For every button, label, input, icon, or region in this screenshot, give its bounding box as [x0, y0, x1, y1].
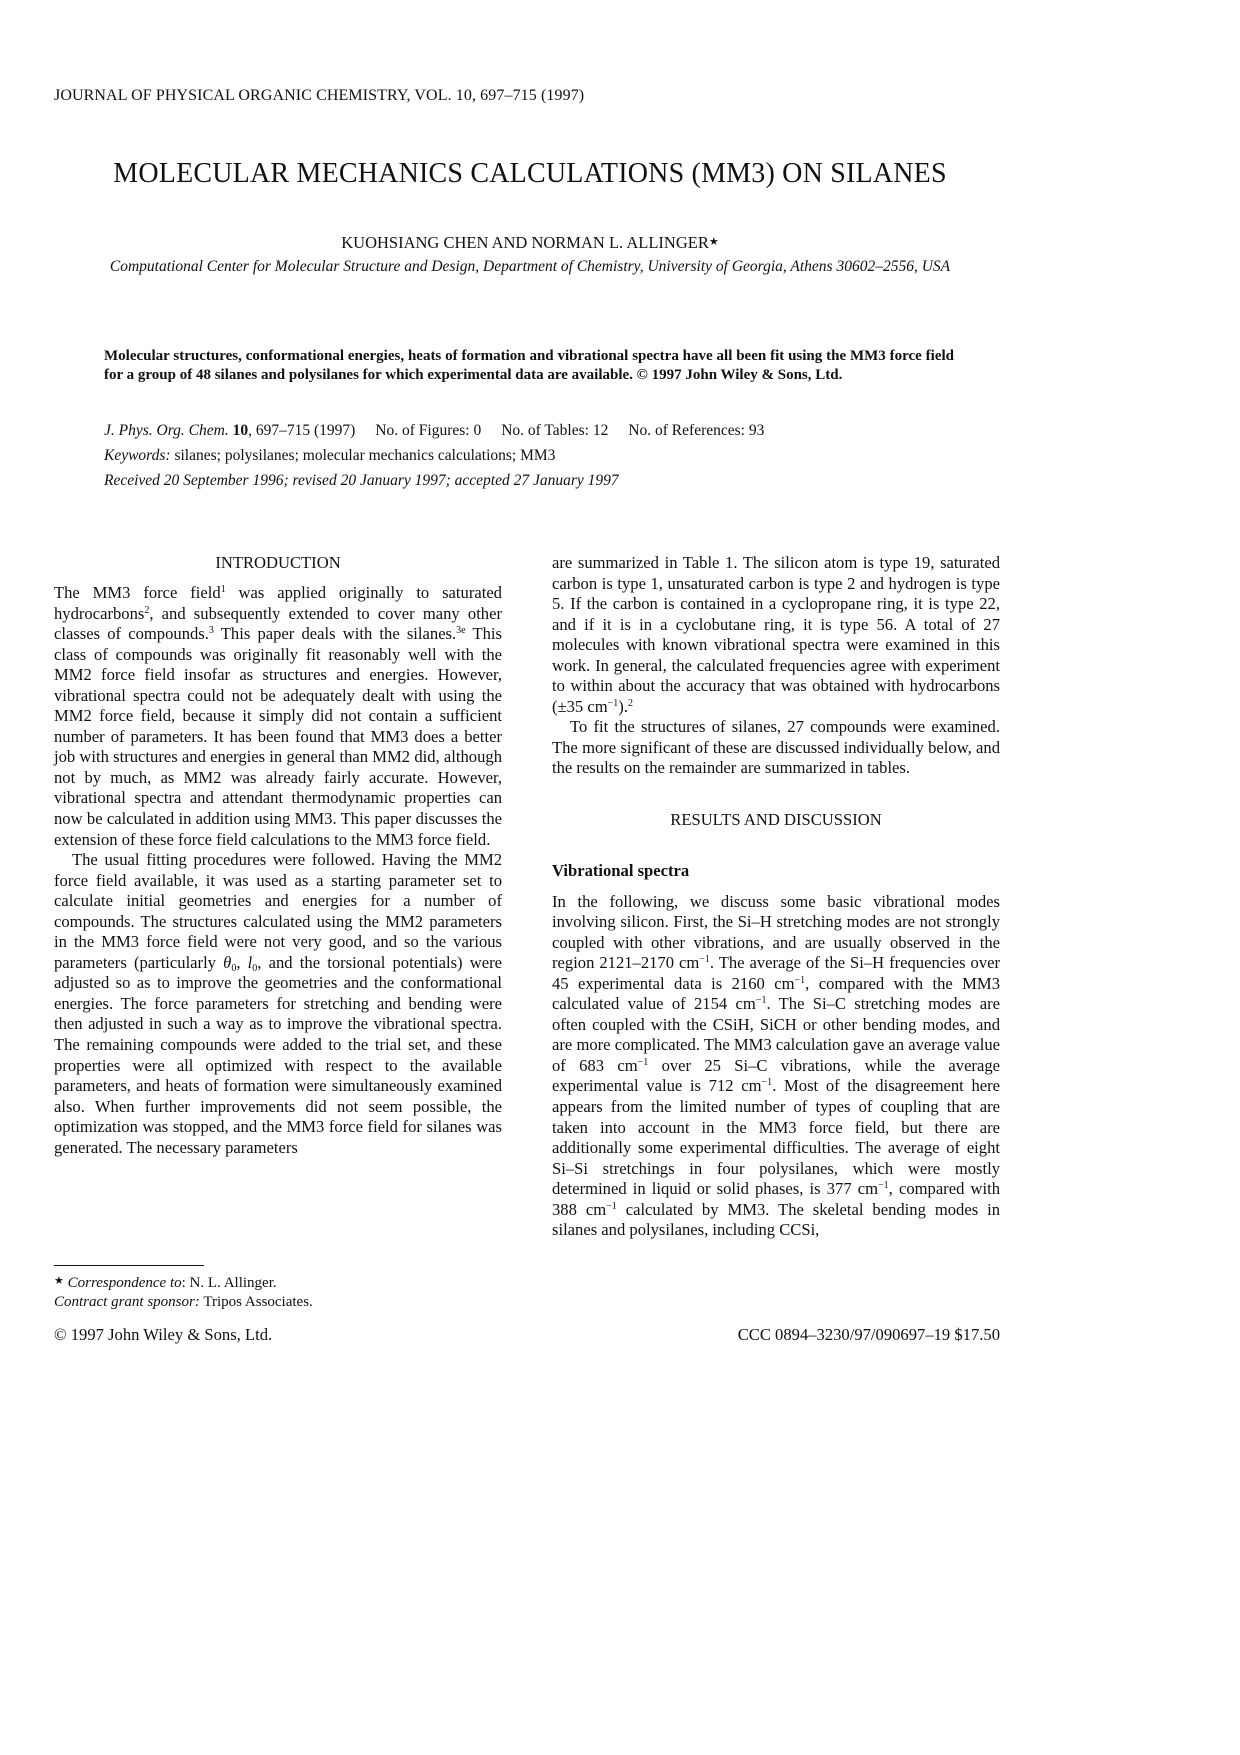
keywords-line	[104, 447, 555, 465]
star-icon: ★	[708, 236, 719, 248]
keywords-label: Keywords:	[104, 447, 171, 464]
footnotes	[54, 1272, 313, 1312]
results-heading: RESULTS AND DISCUSSION	[670, 810, 882, 830]
right-column	[552, 553, 1000, 1241]
ccc-code: CCC 0894–3230/97/090697–19 $17.50	[737, 1325, 1000, 1344]
correspondence-label: Correspondence to	[67, 1275, 182, 1291]
correspondence-footnote	[54, 1272, 313, 1293]
article-title: MOLECULAR MECHANICS CALCULATIONS (MM3) ON SILANES	[113, 158, 947, 189]
citation-line	[104, 422, 764, 440]
figures-count: No. of Figures: 0	[375, 422, 482, 439]
correspondence-text: : N. L. Allinger.	[181, 1275, 277, 1291]
body-paragraph-3: are summarized in Table 1. The silicon atom is type 19, saturated carbon is type 1, unsaturated carbon is type 2 and hydrogen is type 5. If the carbon is contained in a cyclopropane ring, it is type 22, and if it is in a cyclobutane ring, it is type 56. A total of 27 molecules with known vibrational spectra were examined in this work. In general, the calculated frequencies agree with experiment to within about the accuracy that was obtained with hydrocarbons (±35 $cm^{-1}).^2$	[552, 553, 1000, 716]
journal-header: JOURNAL OF PHYSICAL ORGANIC CHEMISTRY, VOL. 10, 697–715 (1997)	[54, 87, 585, 104]
tables-count: No. of Tables: 12	[501, 422, 609, 439]
copyright-footer: © 1997 John Wiley & Sons, Ltd.	[54, 1325, 273, 1344]
grant-footnote	[54, 1293, 313, 1312]
intro-heading: INTRODUCTION	[215, 553, 341, 572]
keywords-text: silanes; polysilanes; molecular mechanics calculations; MM3	[170, 447, 556, 464]
citation-journal: J. Phys. Org. Chem.	[104, 422, 229, 439]
intro-paragraph-1: The MM3 force field$^1$ was applied originally to saturated hydrocarbons$^2$, and subsequently extended to cover many other classes of compounds.$^3$ This paper deals with the silanes.$^{3e}$ This class of compounds was originally fit reasonably well with the MM2 force field insofar as structures and energies. However, vibrational spectra could not be adequately dealt with using the MM2 force field, because it simply did not contain a sufficient number of parameters. It has been found that MM3 does a better job with structures and energies in general than MM2 did, although not by much, as MM2 was already fairly accurate. However, vibrational spectra and attendant thermodynamic properties can now be calculated in addition using MM3. This paper discusses the extension of these force field calculations to the MM3 force field.	[54, 583, 502, 849]
citation-volume: 10	[232, 422, 249, 439]
grant-label: Contract grant sponsor:	[54, 1294, 200, 1310]
footnote-rule	[54, 1265, 204, 1266]
article-affiliation: Computational Center for Molecular Structure and Design, Department of Chemistry, University of Georgia, Athens 30602–2556, USA	[109, 258, 951, 275]
body-paragraph-4: To fit the structures of silanes, 27 compounds were examined. The more significant of these are discussed individually below, and the results on the remainder are summarized in tables.	[552, 717, 1000, 778]
vibrational-paragraph: In the following, we discuss some basic vibrational modes involving silicon. First, the Si–H stretching modes are not strongly coupled with other vibrations, and are usually observed in the region 2121–2170 $cm^{-1}$. The average of the Si–H frequencies over 45 experimental data is 2160 $cm^{-1}$, compared with the MM3 calculated value of 2154 $cm^{-1}$. The Si–C stretching modes are often coupled with the CSiH, SiCH or other bending modes, and are more complicated. The MM3 calculation gave an average value of 683 $cm^{-1}$ over 25 Si–C vibrations, while the average experimental value is 712 $cm^{-1}$. Most of the disagreement here appears from the limited number of types of coupling that are taken into account in the MM3 force field, but there are additionally some experimental difficulties. The average of eight Si–Si stretchings in four polysilanes, which were mostly determined in liquid or solid phases, is 377 $cm^{-1}$, compared with 388 $cm^{-1}$ calculated by MM3. The skeletal bending modes in silanes and polysilanes, including CCSi,	[552, 891, 1001, 1240]
abstract: Molecular structures, conformational energies, heats of formation and vibrational spectra have all been fit using the MM3 force field for a group of 48 silanes and polysilanes for which experimental data are available. © 1997 John Wiley & Sons, Ltd.	[104, 348, 954, 383]
left-column	[54, 553, 502, 1158]
received-line: Received 20 September 1996; revised 20 January 1997; accepted 27 January 1997	[104, 472, 619, 489]
references-count: No. of References: 93	[628, 422, 765, 439]
star-icon: ★	[54, 1275, 64, 1287]
article-authors	[0, 233, 1060, 253]
vibrational-spectra-heading: Vibrational spectra	[552, 861, 690, 881]
intro-paragraph-2: The usual fitting procedures were followed. Having the MM2 force field available, it was used as a starting parameter set to calculate initial geometries and energies for a number of compounds. The structures calculated using the MM2 parameters in the MM3 force field were not very good, and so the various parameters (particularly $\theta_0$, $l_0$, and the torsional potentials) were adjusted so as to improve the geometries and the conformational energies. The force parameters for stretching and bending were then adjusted in such a way as to improve the vibrational spectra. The remaining compounds were added to the trial set, and these properties were all optimized with respect to the available parameters, and heats of formation were simultaneously examined also. When further improvements did not seem possible, the optimization was stopped, and the MM3 force field for silanes was generated. The necessary parameters	[54, 850, 502, 1157]
grant-text: Tripos Associates.	[199, 1294, 313, 1310]
authors-text: KUOHSIANG CHEN AND NORMAN L. ALLINGER	[341, 233, 709, 252]
citation-pages: , 697–715 (1997)	[248, 422, 356, 439]
